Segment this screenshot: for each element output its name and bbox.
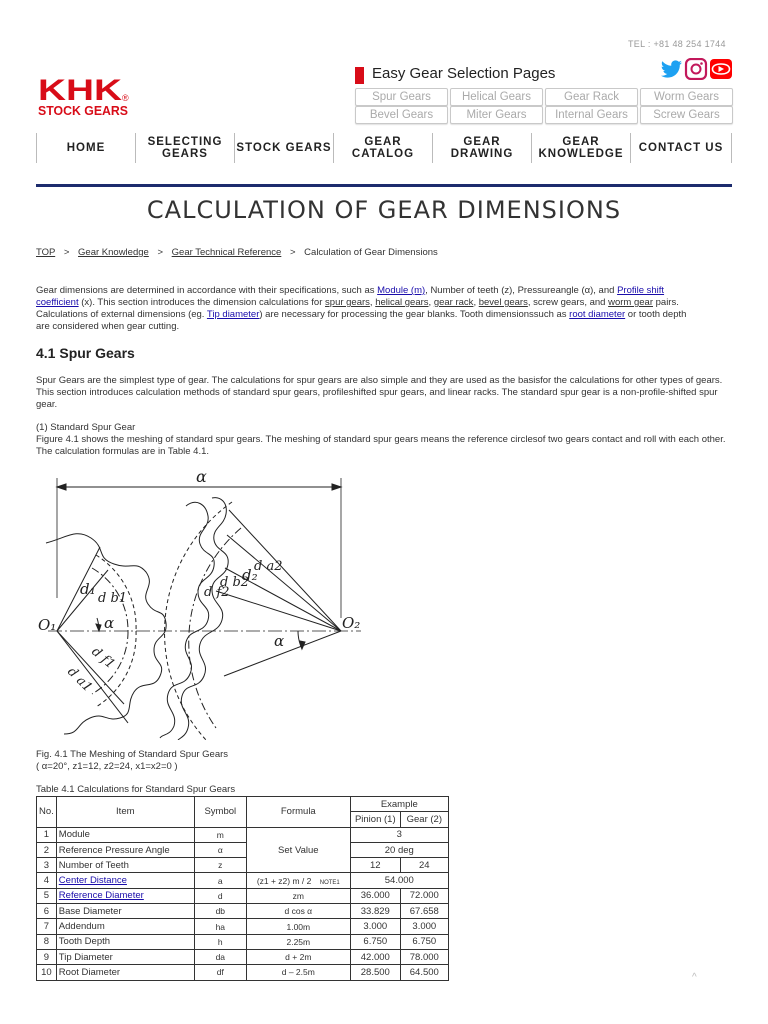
intro-line-2: coefficient (x). This section introduces the dimension calculations for spur gears, helical gears, gear rack, bevel gears, screw gears, and worm gear pairs.: [36, 297, 679, 308]
page-title: CALCULATION OF GEAR DIMENSIONS: [146, 196, 622, 224]
cell-symbol: α: [194, 842, 246, 857]
selection-title: Easy Gear Selection Pages: [372, 65, 556, 82]
cell-no: 8: [37, 934, 57, 949]
cell-gear: 6.750: [400, 934, 448, 949]
fig-label-alpha-top: α: [196, 468, 207, 486]
fig-label-d1: d₁: [80, 580, 96, 598]
header-item: Item: [56, 797, 194, 828]
cell-gear: 67.658: [400, 904, 448, 919]
cell-gear: 72.000: [400, 888, 448, 903]
cell-example: 3: [350, 827, 448, 842]
fig-label-d2: d₂: [242, 566, 258, 584]
bevel-gears-link[interactable]: bevel gears: [478, 297, 528, 308]
spur-gear-calculation-table: [36, 796, 449, 981]
social-links: [661, 58, 733, 80]
nav-selecting-gears[interactable]: SELECTING GEARS: [147, 136, 223, 160]
select-worm-gears-button[interactable]: Worm Gears: [640, 88, 733, 106]
nav-gear-catalog[interactable]: GEAR CATALOG: [351, 136, 415, 160]
cell-item: Number of Teeth: [56, 858, 194, 873]
cell-example: 20 deg: [350, 842, 448, 857]
worm-gear-link[interactable]: worm gear: [608, 297, 653, 308]
select-internal-gears-button[interactable]: Internal Gears: [545, 106, 638, 124]
cell-formula: (z1 + z2) m / 2 NOTE1: [246, 873, 350, 888]
fig-label-df1: d f1: [88, 644, 118, 673]
selection-accent-bar: [355, 67, 364, 84]
cell-pinion: 12: [350, 858, 400, 873]
cell-no: 4: [37, 873, 57, 888]
breadcrumb-gear-knowledge-link[interactable]: Gear Knowledge: [78, 247, 149, 258]
cell-symbol: m: [194, 827, 246, 842]
fig-label-da2: d a2: [254, 559, 283, 574]
cell-pinion: 42.000: [350, 949, 400, 964]
header-no: No.: [37, 797, 57, 828]
breadcrumb-technical-reference-link[interactable]: Gear Technical Reference: [171, 247, 282, 258]
cell-item-center-distance: [56, 873, 194, 888]
cell-no: 2: [37, 842, 57, 857]
cell-item: Root Diameter: [56, 965, 194, 980]
tel-number: TEL : +81 48 254 1744: [628, 39, 726, 49]
cell-symbol: h: [194, 934, 246, 949]
nav-gear-knowledge[interactable]: GEAR KNOWLEDGE: [538, 136, 624, 160]
nav-gear-drawing[interactable]: GEAR DRAWING: [450, 136, 514, 160]
profile-shift-link[interactable]: Profile shift: [617, 285, 665, 296]
breadcrumb-separator: >: [157, 247, 164, 258]
select-screw-gears-button[interactable]: Screw Gears: [640, 106, 733, 124]
table-caption: Table 4.1 Calculations for Standard Spur Gears: [36, 784, 236, 795]
cell-formula: Set Value: [246, 827, 350, 873]
cell-item: Module: [56, 827, 194, 842]
figure-caption-title: Fig. 4.1 The Meshing of Standard Spur Gears: [36, 749, 229, 760]
fig-label-da1: d a1: [64, 664, 95, 696]
cell-symbol: d: [194, 888, 246, 903]
cell-pinion: 36.000: [350, 888, 400, 903]
header-divider: [36, 184, 732, 187]
intro-line-3: Calculations of external dimensions (eg. Tip diameter) are necessary for processing the gear blanks. Tooth dimensionssuch as root diameter or tooth depth: [36, 309, 687, 320]
figure-caption: [36, 749, 228, 773]
spur-gear-meshing-figure: [36, 468, 366, 740]
table-row: [37, 888, 449, 903]
fig-label-alpha-pinion: α: [104, 614, 115, 632]
cell-pinion: 33.829: [350, 904, 400, 919]
table-row: [37, 873, 449, 888]
breadcrumb: [36, 247, 438, 258]
header-symbol: Symbol: [194, 797, 246, 828]
cell-no: 10: [37, 965, 57, 980]
figure-description: Figure 4.1 shows the meshing of standard spur gears. The meshing of standard spur gears means the reference circlesof two gears contact and roll with each other. The calculation formulas are in Table 4.1.: [36, 434, 726, 457]
cell-no: 3: [37, 858, 57, 873]
nav-divider: [731, 133, 732, 163]
nav-stock-gears[interactable]: STOCK GEARS: [236, 142, 332, 154]
cell-gear: 24: [400, 858, 448, 873]
cell-symbol: ha: [194, 919, 246, 934]
table-header-row: [37, 797, 449, 812]
spur-gears-paragraph: Spur Gears are the simplest type of gear. The calculations for spur gears are also simple and they are used as the basisfor the calculations for other types of gears. This section introduces calculation methods of standard spur gears, profileshifted spur gears, and linear racks. The standard spur gear is a non-profile-shifted spur gear.: [36, 375, 723, 410]
cell-gear: 78.000: [400, 949, 448, 964]
table-row: [37, 965, 449, 980]
main-nav: [36, 131, 732, 165]
back-to-top-icon[interactable]: ^: [692, 972, 697, 983]
center-distance-link[interactable]: Center Distance: [58, 875, 127, 887]
cell-item: Addendum: [56, 919, 194, 934]
cell-no: 7: [37, 919, 57, 934]
module-link[interactable]: Module (m): [377, 285, 426, 296]
header-gear: Gear (2): [400, 812, 448, 827]
cell-pinion: 3.000: [350, 919, 400, 934]
figure-caption-params: ( α=20°, z1=12, z2=24, x1=x2=0 ): [36, 761, 178, 772]
cell-pinion: 6.750: [350, 934, 400, 949]
cell-item: Tip Diameter: [56, 949, 194, 964]
fig-label-db1: d b1: [98, 591, 128, 606]
cell-no: 1: [37, 827, 57, 842]
fig-label-alpha-gear: α: [274, 632, 285, 650]
table-row: [37, 842, 449, 857]
select-helical-gears-button[interactable]: Helical Gears: [450, 88, 543, 106]
breadcrumb-top-link[interactable]: TOP: [36, 247, 56, 258]
tip-diameter-link[interactable]: Tip diameter: [206, 309, 260, 320]
table-row: [37, 904, 449, 919]
spur-gears-link[interactable]: spur gears: [325, 297, 370, 308]
spur-gears-heading: 4.1 Spur Gears: [36, 345, 135, 361]
cell-formula: 2.25m: [246, 934, 350, 949]
cell-symbol: a: [194, 873, 246, 888]
cell-gear: 64.500: [400, 965, 448, 980]
logo-stock-gears: STOCK GEARS: [38, 103, 129, 118]
cell-formula: zm: [246, 888, 350, 903]
cell-example: 54.000: [350, 873, 448, 888]
table-row: [37, 858, 449, 873]
cell-no: 6: [37, 904, 57, 919]
intro-line-4: are considered when gear cutting.: [36, 321, 180, 332]
breadcrumb-current: Calculation of Gear Dimensions: [304, 247, 438, 258]
intro-paragraph: [36, 285, 732, 333]
select-bevel-gears-button[interactable]: Bevel Gears: [355, 106, 448, 124]
cell-symbol: da: [194, 949, 246, 964]
cell-item-reference-diameter: [56, 888, 194, 903]
fig-label-o2: O₂: [342, 614, 361, 632]
cell-formula: d + 2m: [246, 949, 350, 964]
nav-contact-us[interactable]: CONTACT US: [638, 142, 724, 154]
breadcrumb-separator: >: [63, 247, 70, 258]
cell-formula: 1.00m: [246, 919, 350, 934]
header-formula: Formula: [246, 797, 350, 828]
table-row: [37, 934, 449, 949]
table-row: [37, 949, 449, 964]
logo-khk: KHK: [38, 74, 123, 107]
cell-formula: d – 2.5m: [246, 965, 350, 980]
note-1: NOTE1: [319, 879, 340, 886]
twitter-icon[interactable]: [661, 60, 682, 77]
select-gear-rack-button[interactable]: Gear Rack: [545, 88, 638, 106]
header-example: Example: [350, 797, 448, 812]
cell-symbol: db: [194, 904, 246, 919]
root-diameter-link[interactable]: root diameter: [569, 309, 626, 320]
select-miter-gears-button[interactable]: Miter Gears: [450, 106, 543, 124]
cell-symbol: z: [194, 858, 246, 873]
youtube-icon[interactable]: [710, 59, 732, 79]
intro-line-1: Gear dimensions are determined in accordance with their specifications, such as Module (m), Number of teeth (z), Pressureangle (α), and Profile shift: [36, 285, 665, 296]
khk-logo[interactable]: [36, 73, 132, 119]
cell-pinion: 28.500: [350, 965, 400, 980]
cell-formula: d cos α: [246, 904, 350, 919]
cell-symbol: df: [194, 965, 246, 980]
select-spur-gears-button[interactable]: Spur Gears: [355, 88, 448, 106]
reference-diameter-link[interactable]: Reference Diameter: [58, 890, 144, 902]
table-row: [37, 919, 449, 934]
cell-gear: 3.000: [400, 919, 448, 934]
table-row: [37, 827, 449, 842]
header-pinion: Pinion (1): [350, 812, 400, 827]
profile-shift-coefficient-link[interactable]: coefficient: [36, 297, 79, 308]
breadcrumb-separator: >: [289, 247, 296, 258]
cell-no: 9: [37, 949, 57, 964]
cell-item: Tooth Depth: [56, 934, 194, 949]
standard-spur-gear-heading: (1) Standard Spur Gear: [36, 422, 136, 433]
cell-no: 5: [37, 888, 57, 903]
logo-registered: ®: [122, 93, 129, 103]
helical-gears-link[interactable]: helical gears: [375, 297, 429, 308]
gear-rack-link[interactable]: gear rack: [433, 297, 474, 308]
fig-label-db2: d b2: [220, 575, 250, 590]
nav-home[interactable]: HOME: [66, 142, 106, 154]
fig-label-df2: d f2: [204, 585, 230, 600]
cell-item: Reference Pressure Angle: [56, 842, 194, 857]
cell-item: Base Diameter: [56, 904, 194, 919]
fig-label-o1: O₁: [38, 616, 57, 634]
instagram-icon[interactable]: [686, 59, 706, 79]
